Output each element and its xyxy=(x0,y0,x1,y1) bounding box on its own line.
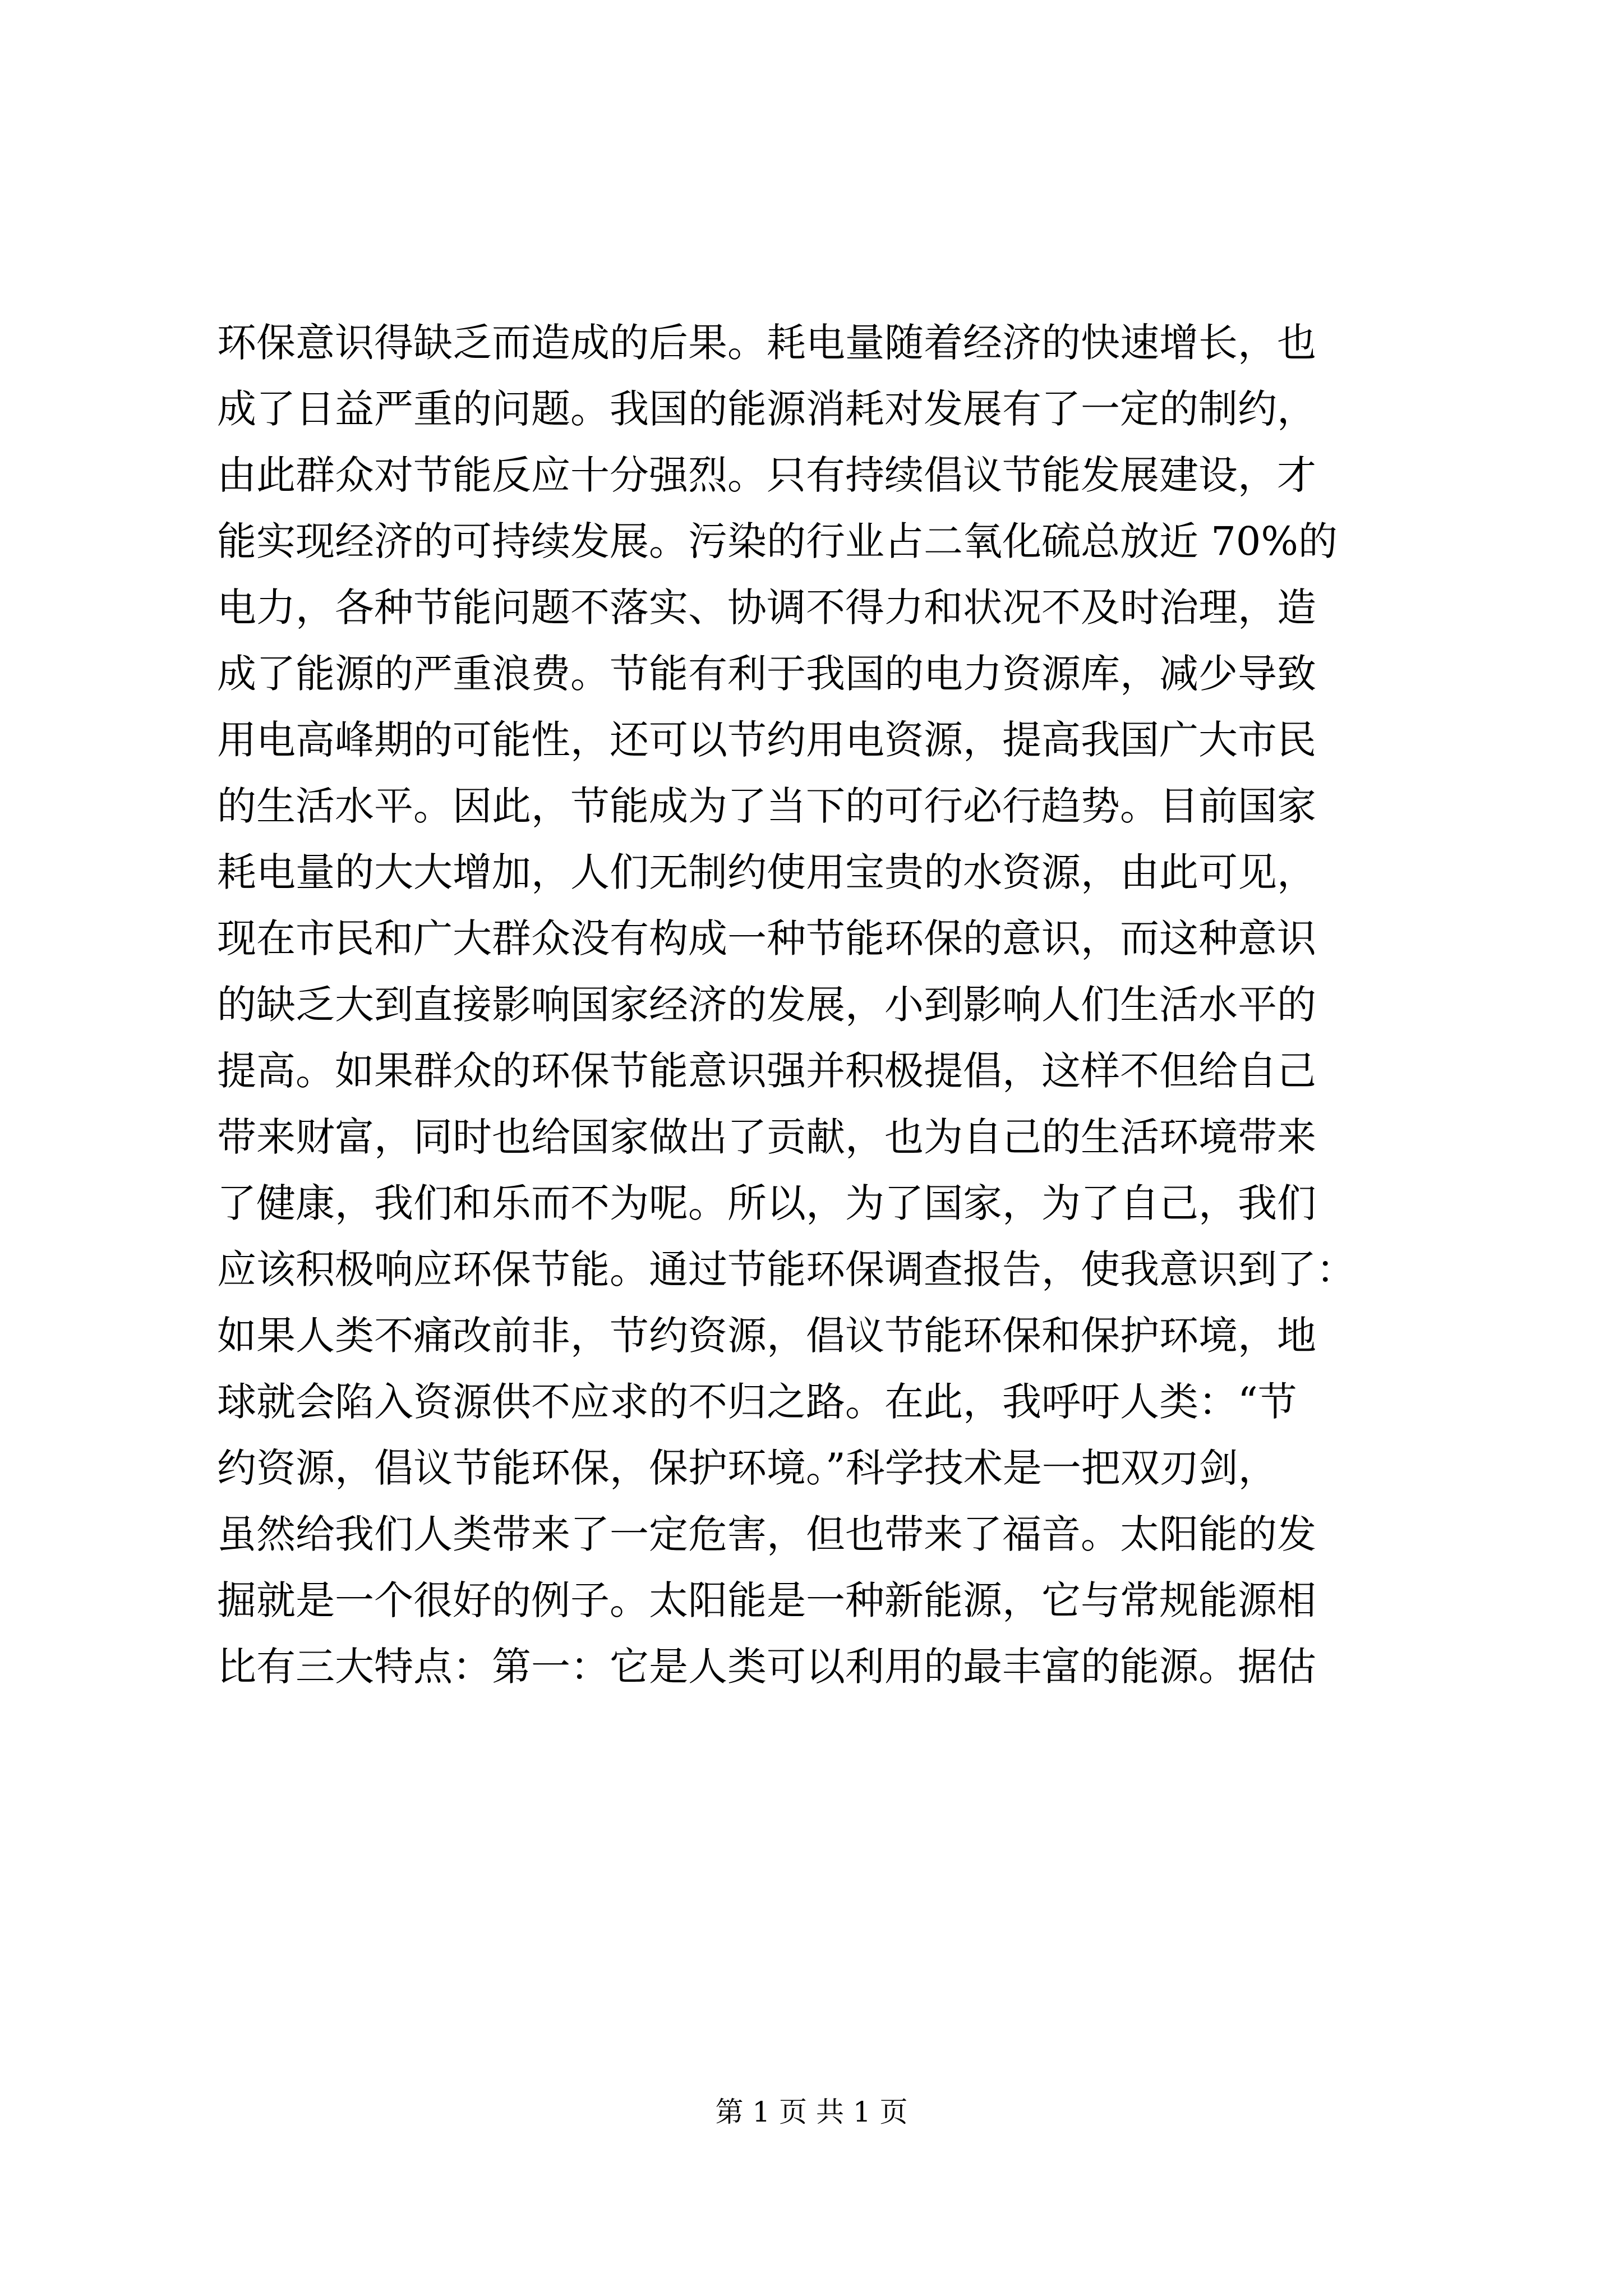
text-line: 的生活水平。因此，节能成为了当下的可行必行趋势。目前国家 xyxy=(217,783,1316,829)
page-number: 第 1 页 共 1 页 xyxy=(715,2096,908,2128)
page-footer xyxy=(0,2092,1623,2132)
text-line: 用电高峰期的可能性，还可以节约用电资源，提高我国广大市民 xyxy=(217,717,1316,763)
text-line: 的缺乏大到直接影响国家经济的发展，小到影响人们生活水平的 xyxy=(217,982,1316,1028)
text-line: 由此群众对节能反应十分强烈。只有持续倡议节能发展建设，才 xyxy=(217,452,1316,498)
text-line: 球就会陷入资源供不应求的不归之路。在此，我呼吁人类：“节 xyxy=(217,1379,1297,1425)
text-line: 应该积极响应环保节能。通过节能环保调查报告，使我意识到了： xyxy=(217,1246,1355,1292)
text-line: 比有三大特点：第一：它是人类可以利用的最丰富的能源。据估 xyxy=(217,1644,1316,1690)
text-line: 掘就是一个很好的例子。太阳能是一种新能源，它与常规能源相 xyxy=(217,1577,1316,1623)
text-line: 约资源，倡议节能环保，保护环境。”科学技术是一把双刃剑， xyxy=(217,1445,1278,1491)
text-line: 环保意识得缺乏而造成的后果。耗电量随着经济的快速增长，也 xyxy=(217,320,1316,366)
text-line: 耗电量的大大增加，人们无制约使用宝贵的水资源，由此可见， xyxy=(217,849,1316,895)
text-line: 电力，各种节能问题不落实、协调不得力和状况不及时治理，造 xyxy=(217,585,1316,631)
text-line: 了健康，我们和乐而不为呢。所以，为了国家，为了自己，我们 xyxy=(217,1180,1316,1226)
text-line: 现在市民和广大群众没有构成一种节能环保的意识，而这种意识 xyxy=(217,915,1316,961)
text-line: 提高。如果群众的环保节能意识强并积极提倡，这样不但给自己 xyxy=(217,1048,1316,1094)
text-line: 如果人类不痛改前非，节约资源，倡议节能环保和保护环境，地 xyxy=(217,1313,1316,1359)
text-line: 能实现经济的可持续发展。污染的行业占二氧化硫总放近 70%的 xyxy=(217,518,1338,564)
text-line: 虽然给我们人类带来了一定危害，但也带来了福音。太阳能的发 xyxy=(217,1511,1316,1557)
text-line: 成了能源的严重浪费。节能有利于我国的电力资源库，减少导致 xyxy=(217,651,1316,697)
text-line: 带来财富，同时也给国家做出了贡献，也为自己的生活环境带来 xyxy=(217,1114,1316,1160)
text-line: 成了日益严重的问题。我国的能源消耗对发展有了一定的制约， xyxy=(217,386,1316,432)
body-text xyxy=(217,310,1412,1700)
